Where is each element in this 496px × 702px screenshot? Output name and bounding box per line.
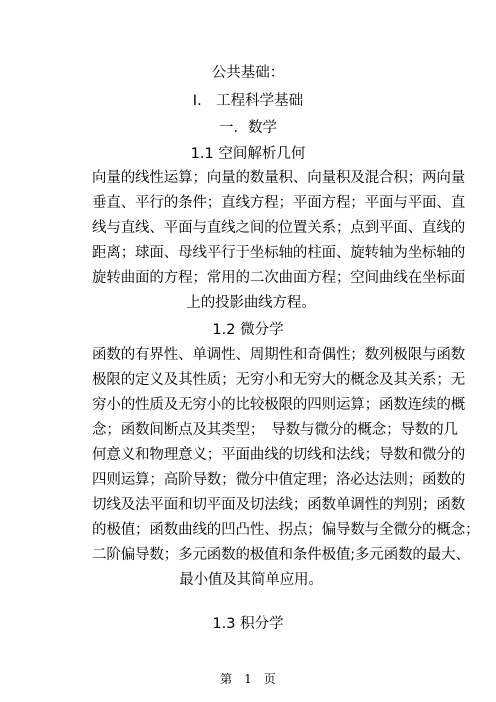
paragraph-line: 何意义和物理意义；平面曲线的切线和法线；导数和微分的: [92, 447, 466, 463]
paragraph-line: 念；函数间断点及其类型； 导数与微分的概念；导数的几: [92, 422, 458, 438]
section-heading-1-3: 1.3 积分学: [212, 616, 284, 632]
section-1-2-paragraph: [92, 343, 480, 593]
paragraph-line: 垂直、平行的条件；直线方程；平面方程；平面与平面、直: [92, 195, 466, 211]
section-heading-1-1: 1.1 空间解析几何: [190, 146, 306, 162]
paragraph-line: 函数的有界性、单调性、周期性和奇偶性；数列极限与函数: [92, 347, 466, 363]
paragraph-line: 切线及法平面和切平面及切法线；函数单调性的判别；函数: [92, 497, 466, 513]
paragraph-line: 向量的线性运算；向量的数量积、向量积及混合积；两向量: [92, 170, 466, 186]
paragraph-line: 距离；球面、母线平行于坐标轴的柱面、旋转轴为坐标轴的: [92, 245, 466, 261]
section-heading-1-2: 1.2 微分学: [212, 322, 284, 338]
chapter-heading: 一．数学: [219, 120, 277, 136]
paragraph-line: 上的投影曲线方程。: [186, 295, 316, 311]
page-number-footer: 第 1 页: [220, 672, 276, 686]
paragraph-line: 四则运算；高阶导数；微分中值定理；洛必达法则；函数的: [92, 472, 466, 488]
part-heading: I. 工程科学基础: [192, 93, 304, 109]
paragraph-line: 线与直线、平面与直线之间的位置关系；点到平面、直线的: [92, 220, 466, 236]
section-1-1-paragraph: [92, 166, 466, 316]
paragraph-line: 的极值；函数曲线的凹凸性、拐点；偏导数与全微分的概念；: [92, 522, 480, 538]
paragraph-line: 旋转曲面的方程；常用的二次曲面方程；空间曲线在坐标面: [92, 270, 466, 286]
paragraph-line: 二阶偏导数；多元函数的极值和条件极值;多元函数的最大、: [92, 547, 470, 563]
document-title: 公共基础：: [211, 65, 285, 81]
paragraph-line: 最小值及其简单应用。: [179, 572, 323, 588]
paragraph-line: 穷小的性质及无穷小的比较极限的四则运算；函数连续的概: [92, 397, 466, 413]
paragraph-line: 极限的定义及其性质；无穷小和无穷大的概念及其关系；无: [92, 372, 466, 388]
